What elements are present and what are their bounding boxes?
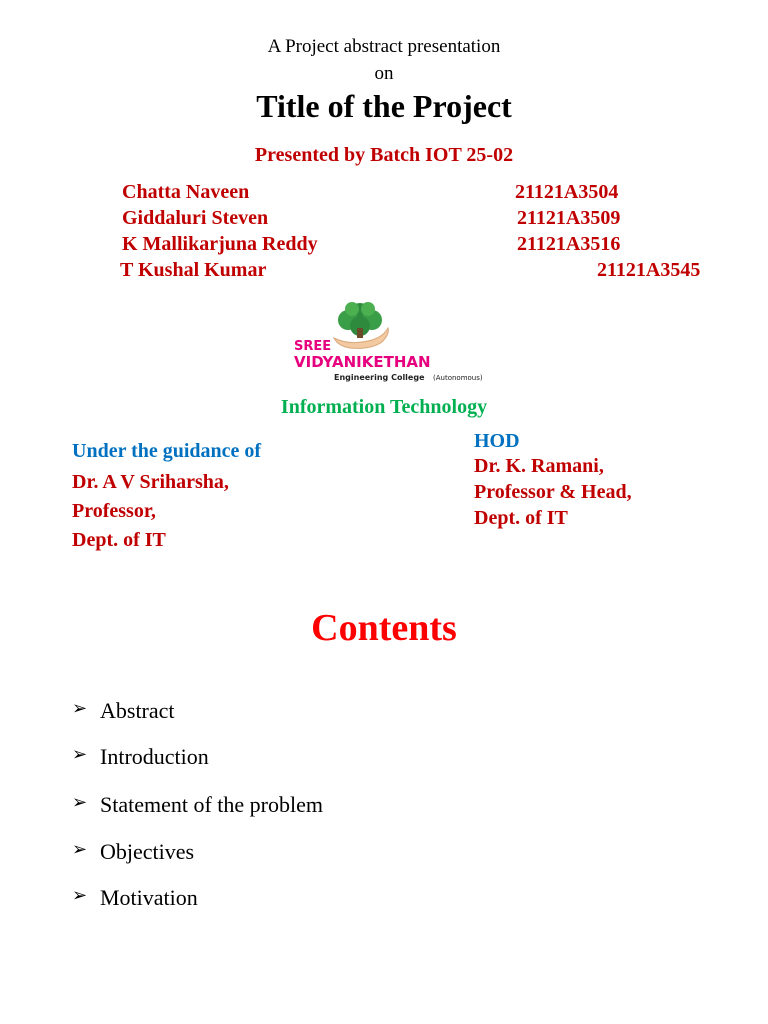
- list-item-label: Motivation: [100, 885, 198, 910]
- member-roll: 21121A3516: [517, 233, 621, 255]
- arrowhead-bullet-icon: ➢: [72, 885, 88, 906]
- member-name: Giddaluri Steven: [122, 207, 269, 229]
- hod-name: Dr. K. Ramani,: [474, 455, 604, 477]
- tree-hand-logo-icon: [290, 300, 518, 392]
- batch-label: Presented by Batch IOT 25-02: [254, 144, 514, 166]
- arrowhead-bullet-icon: ➢: [72, 698, 88, 719]
- member-roll: 21121A3545: [597, 259, 701, 281]
- hod-heading: HOD: [474, 430, 520, 452]
- guide-designation: Professor,: [72, 500, 156, 522]
- guide-dept: Dept. of IT: [72, 529, 166, 551]
- logo-text-line3: Engineering College: [334, 373, 425, 382]
- logo-text-autonomous: (Autonomous): [433, 374, 483, 382]
- member-roll: 21121A3504: [515, 181, 619, 203]
- logo-text-line1: SREE: [294, 339, 332, 354]
- arrowhead-bullet-icon: ➢: [72, 744, 88, 765]
- hod-dept: Dept. of IT: [474, 507, 568, 529]
- list-item-label: Objectives: [100, 839, 195, 864]
- logo-text-line2: VIDYANIKETHAN: [294, 353, 431, 371]
- college-logo: [290, 300, 518, 392]
- contents-heading: Contents: [311, 607, 457, 649]
- list-item: [72, 885, 198, 911]
- arrowhead-bullet-icon: ➢: [72, 792, 88, 813]
- list-item: [72, 792, 323, 818]
- list-item: [72, 744, 209, 770]
- list-item: [72, 698, 175, 724]
- guide-name: Dr. A V Sriharsha,: [72, 471, 229, 493]
- member-name: T Kushal Kumar: [120, 259, 267, 281]
- project-title: Title of the Project: [256, 88, 512, 124]
- list-item-label: Abstract: [100, 698, 175, 723]
- member-name: K Mallikarjuna Reddy: [122, 233, 318, 255]
- list-item-label: Introduction: [100, 744, 209, 769]
- intro-line-2: on: [374, 63, 394, 84]
- hod-designation: Professor & Head,: [474, 481, 632, 503]
- list-item-label: Statement of the problem: [100, 792, 323, 817]
- intro-line-1: A Project abstract presentation: [267, 36, 501, 57]
- member-name: Chatta Naveen: [122, 181, 250, 203]
- department-name: Information Technology: [280, 396, 488, 418]
- guide-heading: Under the guidance of: [72, 440, 262, 462]
- member-roll: 21121A3509: [517, 207, 621, 229]
- arrowhead-bullet-icon: ➢: [72, 839, 88, 860]
- list-item: [72, 839, 194, 865]
